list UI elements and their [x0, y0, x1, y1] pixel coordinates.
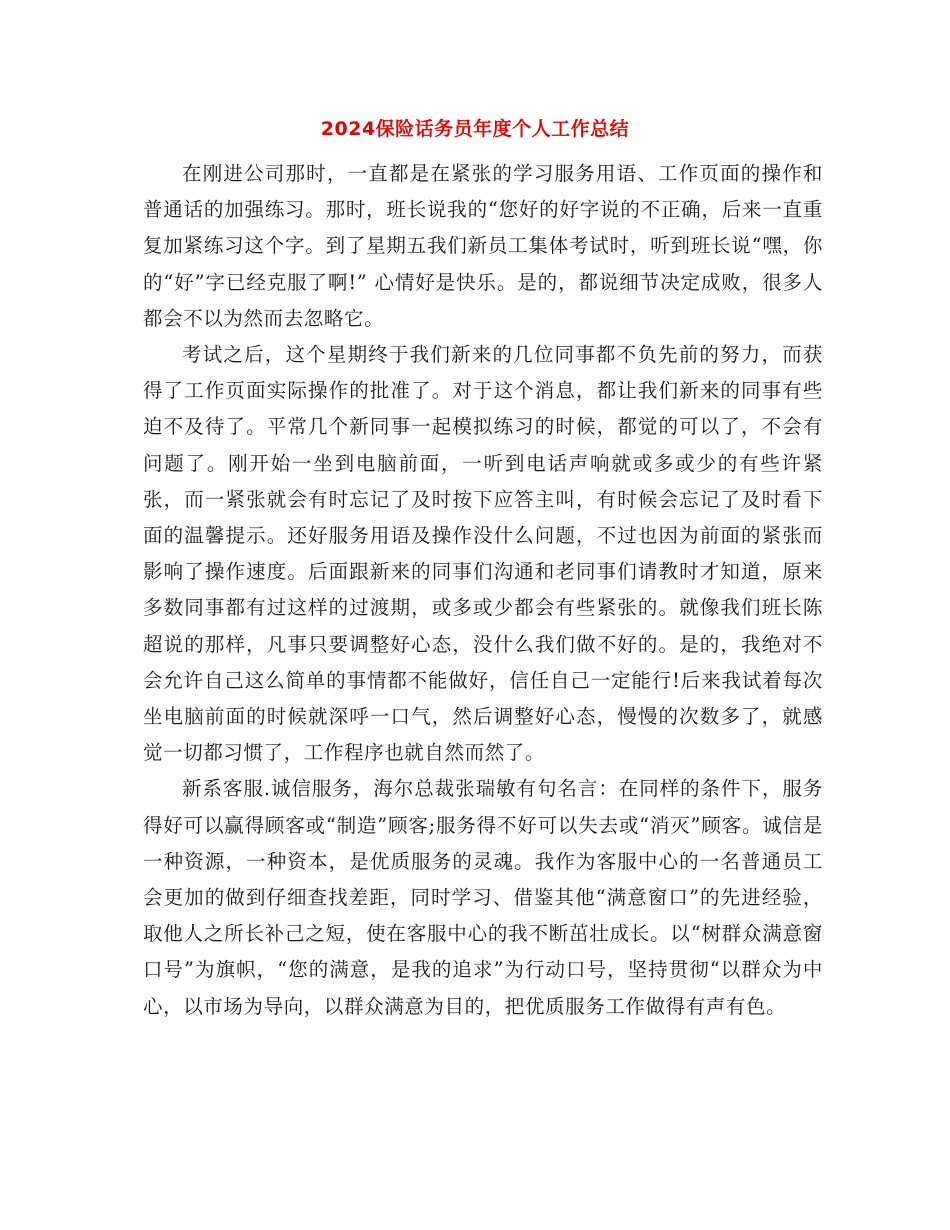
paragraph-3: 新系客服.诚信服务，海尔总裁张瑞敏有句名言：在同样的条件下，服务得好可以赢得顾客或“制造”顾客;服务得不好可以失去或“消灭”顾客。诚信是一种资源，一种资本，是优质服务的灵魂。我作为客服中心的一名普通员工会更加的做到仔细查找差距，同时学习、借鉴其他“满意窗口”的先进经验，取他人之所长补己之短，使在客服中心的我不断茁壮成长。以“树群众满意窗口号”为旗帜，“您的满意，是我的追求”为行动口号，坚持贯彻“以群众为中心，以市场为导向，以群众满意为目的，把优质服务工作做得有声有色。: [143, 777, 823, 1018]
paragraph-1: 在刚进公司那时，一直都是在紧张的学习服务用语、工作页面的操作和普通话的加强练习。那时，班长说我的“您好的好字说的不正确，后来一直重复加紧练习这个字。到了星期五我们新员工集体考试时，听到班长说“嘿，你的“好”字已经克服了啊!” 心情好是快乐。是的，都说细节决定成败，很多人都会不以为然而去忽略它。: [143, 162, 823, 330]
document-body: [143, 156, 823, 1025]
document-title: 2024保险话务员年度个人工作总结: [320, 118, 630, 140]
paragraph-2: 考试之后，这个星期终于我们新来的几位同事都不负先前的努力，而获得了工作页面实际操作的批准了。对于这个消息，都让我们新来的同事有些迫不及待了。平常几个新同事一起模拟练习的时候，都觉的可以了，不会有问题了。刚开始一坐到电脑前面，一听到电话声响就或多或少的有些许紧张，而一紧张就会有时忘记了及时按下应答主叫，有时候会忘记了及时看下面的温馨提示。还好服务用语及操作没什么问题，不过也因为前面的紧张而影响了操作速度。后面跟新来的同事们沟通和老同事们请教时才知道，原来多数同事都有过这样的过渡期，或多或少都会有些紧张的。就像我们班长陈超说的那样，凡事只要调整好心态，没什么我们做不好的。是的，我绝对不会允许自己这么简单的事情都不能做好，信任自己一定能行!后来我试着每次坐电脑前面的时候就深呼一口气，然后调整好心态，慢慢的次数多了，就感觉一切都习惯了，工作程序也就自然而然了。: [143, 343, 823, 765]
